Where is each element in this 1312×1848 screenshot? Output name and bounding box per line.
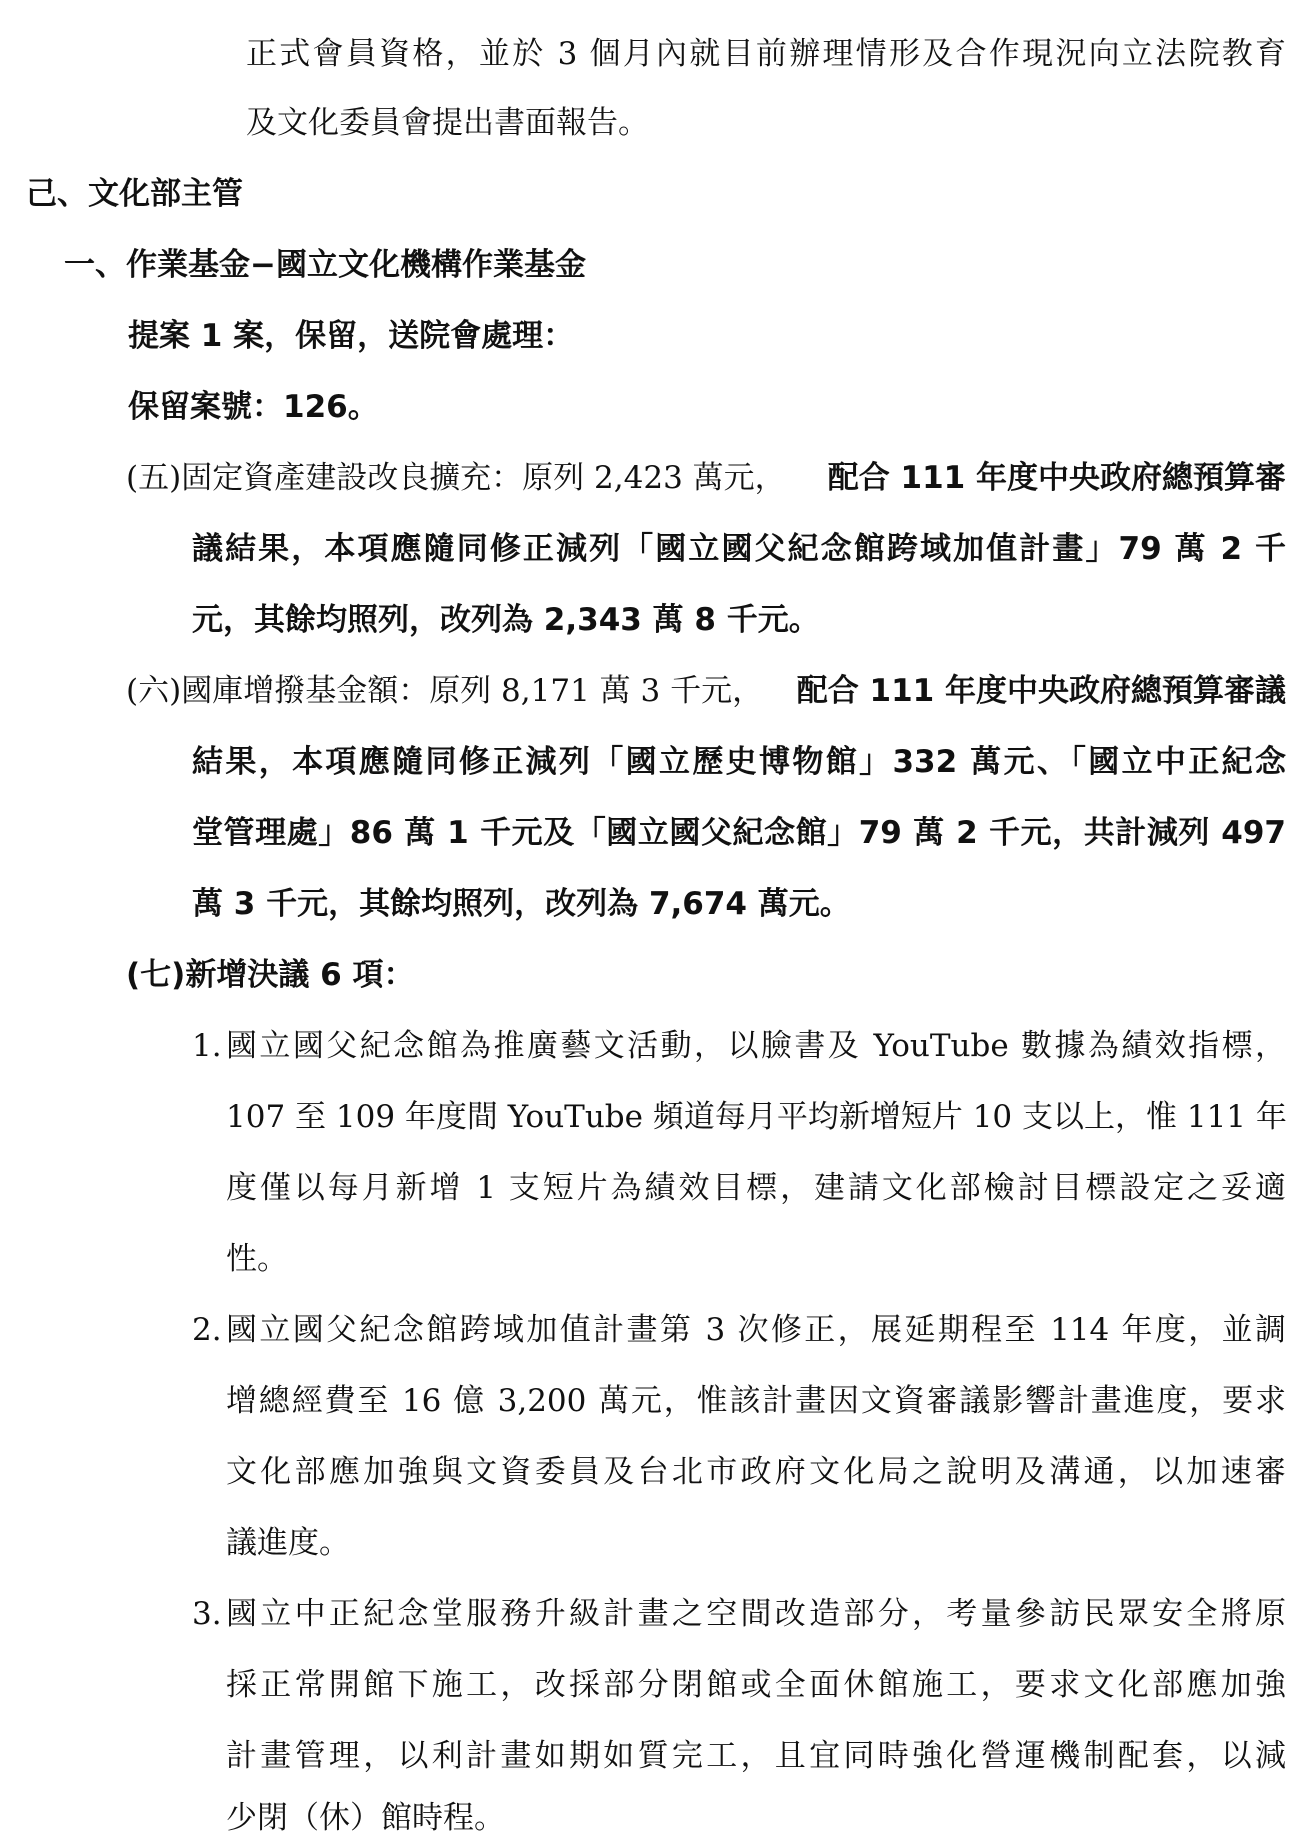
item-6-line-1 xyxy=(126,671,1286,711)
resolution-1-line-1: 國立國父紀念館為推廣藝文活動，以臉書及 YouTube 數據為績效指標， xyxy=(226,1028,1286,1064)
resolution-3-line-4: 少閉（休）館時程。 xyxy=(226,1800,505,1836)
resolution-2-line-2: 增總經費至 16 億 3,200 萬元，惟該計畫因文資審議影響計畫進度，要求 xyxy=(226,1383,1286,1419)
resolution-3-line-2: 採正常開館下施工，改採部分閉館或全面休館施工，要求文化部應加強 xyxy=(226,1667,1286,1703)
item-6-line-3: 堂管理處」86 萬 1 千元及「國立國父紀念館」79 萬 2 千元，共計減列 497 xyxy=(192,815,1286,851)
resolution-2-line-3: 文化部應加強與文資委員及台北市政府文化局之說明及溝通，以加速審 xyxy=(226,1454,1286,1490)
resolution-1-line-3: 度僅以每月新增 1 支短片為績效目標，建請文化部檢討目標設定之妥適 xyxy=(226,1170,1286,1206)
reserved-case-number: 保留案號：126。 xyxy=(128,389,379,425)
intro-line-1: 正式會員資格，並於 3 個月內就目前辦理情形及合作現況向立法院教育 xyxy=(246,36,1286,72)
item-5-line-2: 議結果，本項應隨同修正減列「國立國父紀念館跨域加值計畫」79 萬 2 千 xyxy=(192,531,1286,567)
proposal-line: 提案 1 案，保留，送院會處理： xyxy=(128,318,575,354)
item-6-line-1-bold: 配合 111 年度中央政府總預算審議 xyxy=(796,673,1286,709)
item-5-line-1-plain: (五)固定資產建設改良擴充：原列 2,423 萬元， xyxy=(126,460,786,496)
subsection-title: 一、作業基金−國立文化機構作業基金 xyxy=(64,247,586,283)
item-5-line-1 xyxy=(126,458,1286,498)
item-6-line-2: 結果，本項應隨同修正減列「國立歷史博物館」332 萬元、「國立中正紀念 xyxy=(192,744,1286,780)
resolution-1-line-4: 性。 xyxy=(226,1241,288,1277)
item-5-line-1-bold: 配合 111 年度中央政府總預算審 xyxy=(827,460,1286,496)
item-6-line-1-plain: (六)國庫增撥基金額：原列 8,171 萬 3 千元， xyxy=(126,673,764,709)
section-title: 己、文化部主管 xyxy=(26,176,243,212)
resolution-2-number: 2. xyxy=(192,1312,222,1348)
resolution-3-line-1: 國立中正紀念堂服務升級計畫之空間改造部分，考量參訪民眾安全將原 xyxy=(226,1596,1286,1632)
resolution-2-line-4: 議進度。 xyxy=(226,1525,350,1561)
item-7-title: (七)新增決議 6 項： xyxy=(126,957,415,993)
resolution-1-number: 1. xyxy=(192,1028,222,1064)
item-6-line-4: 萬 3 千元，其餘均照列，改列為 7,674 萬元。 xyxy=(192,886,851,922)
resolution-3-line-3: 計畫管理，以利計畫如期如質完工，且宜同時強化營運機制配套，以減 xyxy=(226,1738,1286,1774)
resolution-1-line-2: 107 至 109 年度間 YouTube 頻道每月平均新增短片 10 支以上，惟 111 年 xyxy=(226,1099,1287,1135)
item-5-line-3: 元，其餘均照列，改列為 2,343 萬 8 千元。 xyxy=(192,602,820,638)
resolution-3-number: 3. xyxy=(192,1596,222,1632)
resolution-2-line-1: 國立國父紀念館跨域加值計畫第 3 次修正，展延期程至 114 年度，並調 xyxy=(226,1312,1286,1348)
intro-line-2: 及文化委員會提出書面報告。 xyxy=(246,105,649,141)
